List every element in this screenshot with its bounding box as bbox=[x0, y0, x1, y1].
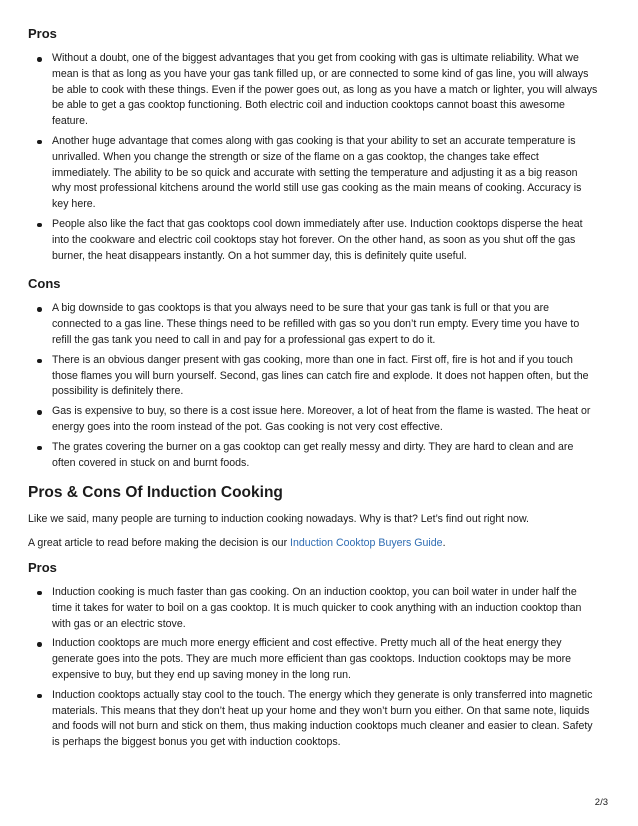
gas-pros-heading: Pros bbox=[28, 26, 57, 41]
page-number: 2/3 bbox=[594, 797, 608, 808]
list-item: Without a doubt, one of the biggest advantages that you get from cooking with gas is ultimate reliability. What we mean is that as long as you have your gas tank filled up, or are connected to some kind of gas line, you will always be able to cook with these things. Even if the power goes out, as long as you have a match or lighter, you will always be able to get a gas cooktop functioning. Both electric coil and induction cooktops cannot boast this awesome feature. bbox=[52, 51, 598, 130]
list-item: The grates covering the burner on a gas cooktop can get really messy and dirty. They are hard to clean and are often covered in stuck on and burnt foods. bbox=[52, 440, 598, 472]
list-item: Gas is expensive to buy, so there is a cost issue here. Moreover, a lot of heat from the flame is wasted. The heat or energy goes into the room instead of the pot. Gas cooking is not very cost effective. bbox=[52, 404, 598, 436]
buyers-guide-link[interactable]: Induction Cooktop Buyers Guide bbox=[290, 537, 443, 550]
induction-intro: Like we said, many people are turning to induction cooking nowadays. Why is that? Let’s find out right now. bbox=[28, 513, 529, 526]
list-item: Induction cooktops actually stay cool to the touch. The energy which they generate is only transferred into magnetic materials. This means that they don’t heat up your home and they won’t burn you either. On that same note, liquids and foods will not burn and stick on them, thus making induction cooktops much cleaner and easier to clean. Safety is perhaps the biggest bonus you get with induction cooktops. bbox=[52, 688, 598, 751]
list-item: Induction cooktops are much more energy efficient and cost effective. Pretty much all of the heat energy they generate goes into the pots. They are much more efficient than gas cooktops. Induction cooktops may be more expensive to buy, but they end up saving money in the long run. bbox=[52, 636, 598, 683]
list-item: People also like the fact that gas cooktops cool down immediately after use. Induction cooktops disperse the heat into the cookware and electric coil cooktops stay hot forever. On the other hand, as soon as you shut off the gas burner, the heat disappears instantly. On a hot summer day, this is definitely quite useful. bbox=[52, 217, 598, 264]
gas-cons-list bbox=[28, 301, 598, 471]
induction-pros-list bbox=[28, 585, 598, 751]
guide-suffix: . bbox=[442, 537, 446, 550]
list-item: Another huge advantage that comes along with gas cooking is that your ability to set an accurate temperature is unrivalled. When you change the strength or size of the flame on a gas cooktop, the changes take effect immediately. The ability to be so quick and accurate with setting the temperature and adjusting it as a big reason why most professional kitchens around the world still use gas cooking as the main means of cooking. Accuracy is key here. bbox=[52, 134, 598, 213]
guide-prefix: A great article to read before making the decision is our bbox=[28, 537, 291, 550]
list-item: A big downside to gas cooktops is that you always need to be sure that your gas tank is full or that you are connected to a gas line. These things need to be refilled with gas so you don’t run empty. Every time you have to refill the gas tank you need to call in and pay for a professional gas expert to do it. bbox=[52, 301, 598, 348]
induction-guide-paragraph bbox=[28, 536, 598, 552]
document-page bbox=[28, 26, 598, 755]
induction-heading: Pros & Cons Of Induction Cooking bbox=[28, 484, 283, 502]
list-item: Induction cooking is much faster than gas cooking. On an induction cooktop, you can boil water in under half the time it takes for water to boil on a gas cooktop. It is much quicker to cook anything with an induction cooktop than with gas or an electric stove. bbox=[52, 585, 598, 632]
gas-pros-list bbox=[28, 51, 598, 264]
gas-cons-heading: Cons bbox=[28, 276, 61, 292]
induction-pros-heading: Pros bbox=[28, 559, 57, 575]
list-item: There is an obvious danger present with gas cooking, more than one in fact. First off, fire is hot and if you touch those flames you will burn yourself. Second, gas lines can catch fire and explode. It does not happen often, but the possibility is definitely there. bbox=[52, 353, 598, 400]
